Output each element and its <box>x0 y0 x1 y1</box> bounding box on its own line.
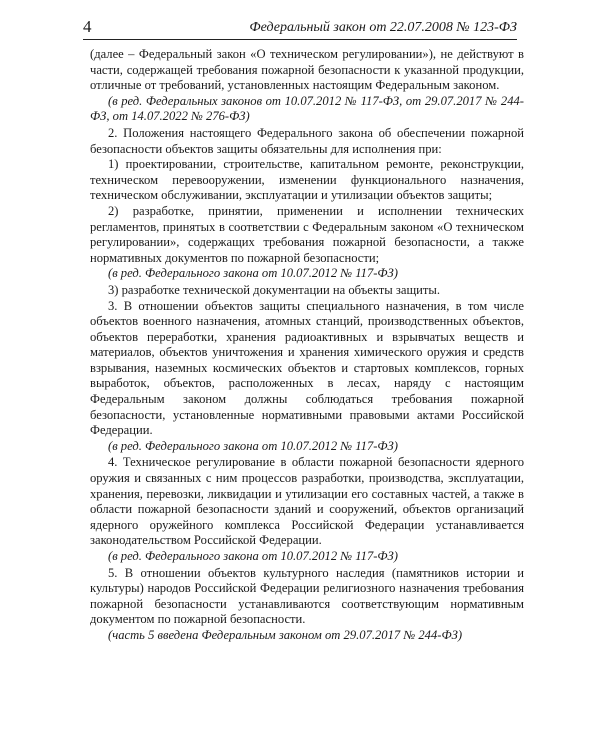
list-item-3: 3) разработке технической документации на объекты защиты. <box>108 282 441 297</box>
paragraph-part-5: 5. В отношении объектов культурного наследия (памятников истории и культуры) народов Российской Федерации религиозного назначения требования пожарной безопасности устанавливаются соответствующим нормативным документом по пожарной безопасности. <box>90 565 524 627</box>
page-header <box>83 17 517 40</box>
running-title: Федеральный закон от 22.07.2008 № 123-ФЗ <box>249 20 517 35</box>
paragraph-continuation: (далее – Федеральный закон «О техническом регулировании»), не действуют в части, содержащей требования пожарной безопасности к указанной продукции, отличные от требований, установленных настоящим Федеральным законом. <box>90 47 524 93</box>
body-text <box>90 47 524 645</box>
amendment-note: (в ред. Федерального закона от 10.07.2012 № 117-ФЗ) <box>108 549 398 563</box>
amendment-note: (в ред. Федерального закона от 10.07.2012 № 117-ФЗ) <box>108 266 398 281</box>
amendment-note: (в ред. Федеральных законов от 10.07.2012 № 117-ФЗ, от 29.07.2017 № 244-ФЗ, от 14.07.2022 № 276-ФЗ) <box>90 93 524 124</box>
paragraph-part-4: 4. Техническое регулирование в области пожарной безопасности ядерного оружия и связанных с ним процессов разработки, производства, эксплуатации, хранения, перевозки, ликвидации и утилизации его составных частей, а также в области пожарной безопасности зданий и сооружений, объектов организаций ядерного оружейного комплекса Российской Федерации устанавливается законодательством Российской Федерации. <box>90 455 524 548</box>
paragraph-part-3: 3. В отношении объектов защиты специального назначения, в том числе объектов военного назначения, атомных станций, производственных объектов, объектов переработки, хранения радиоактивных и взрывчатых веществ и материалов, объектов уничтожения и хранения химического оружия и средств взрывания, наземных космических объектов и стартовых комплексов, горных выработок, объектов, расположенных в лесах, наряду с настоящим Федеральным законом должны соблюдаться требования пожарной безопасности, установленные нормативными правовыми актами Российской Федерации. <box>90 298 524 438</box>
paragraph-part-2: 2. Положения настоящего Федерального закона об обеспечении пожарной безопасности объектов защиты обязательны для исполнения при: <box>90 125 524 156</box>
amendment-note: (часть 5 введена Федеральным законом от 29.07.2017 № 244-ФЗ) <box>108 627 463 642</box>
amendment-note: (в ред. Федерального закона от 10.07.2012 № 117-ФЗ) <box>108 438 398 453</box>
list-item-1: 1) проектировании, строительстве, капитальном ремонте, реконструкции, техническом перевооружении, изменении функционального назначения, техническом обслуживании, эксплуатации и утилизации объектов защиты; <box>90 157 524 203</box>
list-item-2: 2) разработке, принятии, применении и исполнении технических регламентов, принятых в соответствии с Федеральным законом «О техническом регулировании», содержащих требования пожарной безопасности, а также нормативных документов по пожарной безопасности; <box>90 203 524 265</box>
page-number: 4 <box>83 17 92 36</box>
